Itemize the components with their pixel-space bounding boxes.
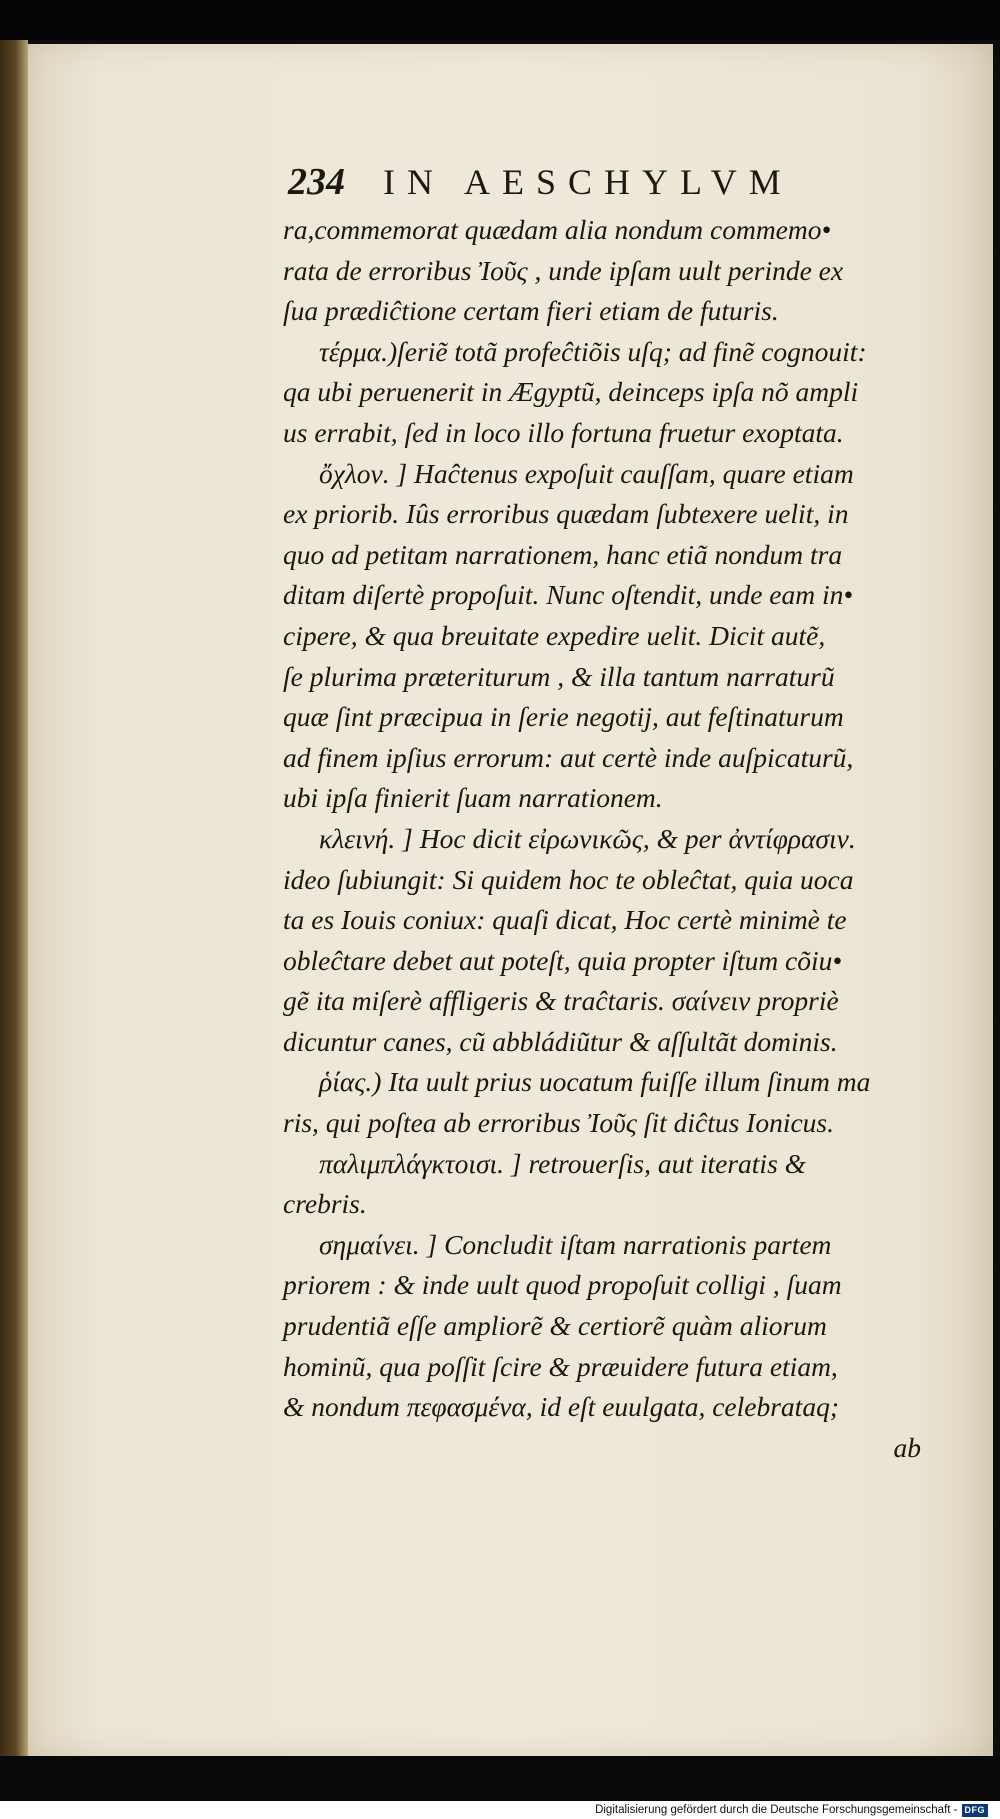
text-line: gẽ ita miſerè affligeris & traĉtaris. σαίνειν propriè bbox=[283, 985, 839, 1017]
credit-text: Digitalisierung gefördert durch die Deutsche Forschungsgemeinschaft - bbox=[595, 1804, 958, 1816]
text-line: ex priorib. Iûs erroribus quædam ſubtexere uelit, in bbox=[283, 498, 849, 530]
text-line: quæ ſint præcipua in ſerie negotij, aut feſtinaturum bbox=[283, 701, 844, 733]
text-line: ideo ſubiungit: Si quidem hoc te obleĉtat, quia uoca bbox=[283, 863, 854, 895]
text-line: priorem : & inde uult quod propoſuit colligi , ſuam bbox=[283, 1269, 842, 1301]
text-line: ra,commemorat quædam alia nondum commemo• bbox=[283, 214, 832, 245]
catchword: ab bbox=[893, 1431, 921, 1463]
text-line: rata de erroribus Ἰοῦς , unde ipſam uult perinde ex bbox=[283, 254, 844, 286]
text-line: κλεινή. ] Hoc dicit εἰρωνικῶς, & per ἀντίφρασιν. bbox=[319, 822, 856, 854]
dfg-logo-icon: DFG bbox=[962, 1804, 989, 1817]
text-line: quo ad petitam narrationem, hanc etiã nondum tra bbox=[283, 538, 843, 570]
text-line: ad finem ipſius errorum: aut certè inde auſpicaturũ, bbox=[283, 741, 854, 773]
text-line: σημαίνει. ] Concludit iſtam narrationis partem bbox=[319, 1228, 832, 1260]
text-line: cipere, & qua breuitate expedire uelit. Dicit autẽ, bbox=[283, 619, 826, 651]
book-spine-edge bbox=[0, 40, 28, 1760]
running-title: IN AESCHYLVM bbox=[383, 162, 793, 202]
text-line: ris, qui poſtea ab erroribus Ἰοῦς ſit diĉtus Ionicus. bbox=[283, 1107, 834, 1139]
scan-top-border bbox=[0, 0, 1000, 40]
text-line: ſe plurima præteriturum , & illa tantum narraturũ bbox=[283, 660, 835, 692]
text-line: ſua prædiĉtione certam fieri etiam de futuris. bbox=[283, 295, 779, 327]
text-line: hominũ, qua poſſit ſcire & præuidere futura etiam, bbox=[283, 1350, 838, 1382]
text-line: obleĉtare debet aut poteſt, quia propter iſtum cõiu• bbox=[283, 944, 843, 976]
running-head bbox=[288, 160, 848, 208]
text-line: τέρμα.)ſeriẽ totã profeĉtiõis uſq; ad finẽ cognouit: bbox=[319, 335, 867, 367]
text-line: ta es Iouis coniux: quaſi dicat, Hoc certè minimè te bbox=[283, 904, 847, 936]
text-line: ὄχλον. ] Haĉtenus expoſuit cauſſam, quare etiam bbox=[319, 457, 854, 489]
text-line: & nondum πεφασμένα, id eſt euulgata, celebrataq; bbox=[283, 1391, 839, 1423]
text-line: ῥίας.) Ita uult prius uocatum fuiſſe illum ſinum ma bbox=[319, 1066, 871, 1098]
page-number: 234 bbox=[288, 161, 345, 203]
scan-bottom-border bbox=[0, 1756, 1000, 1801]
digitization-credit bbox=[589, 1801, 992, 1819]
text-line: dicuntur canes, cũ abbládiũtur & aſſultãt dominis. bbox=[283, 1025, 838, 1057]
text-line: παλιμπλάγκτοισι. ] retrouerſis, aut iteratis & bbox=[319, 1147, 807, 1179]
commentary-text bbox=[283, 210, 923, 1468]
text-line: ditam diſertè propoſuit. Nunc oſtendit, unde eam in• bbox=[283, 579, 854, 611]
text-line: qa ubi peruenerit in Ægyptũ, deinceps ipſa nõ ampli bbox=[283, 376, 859, 408]
text-line: crebris. bbox=[283, 1188, 367, 1220]
text-line: ubi ipſa finierit ſuam narrationem. bbox=[283, 782, 663, 814]
text-line: us errabit, ſed in loco illo fortuna fruetur exoptata. bbox=[283, 416, 844, 448]
text-line: prudentiã eſſe ampliorẽ & certiorẽ quàm aliorum bbox=[283, 1310, 827, 1342]
